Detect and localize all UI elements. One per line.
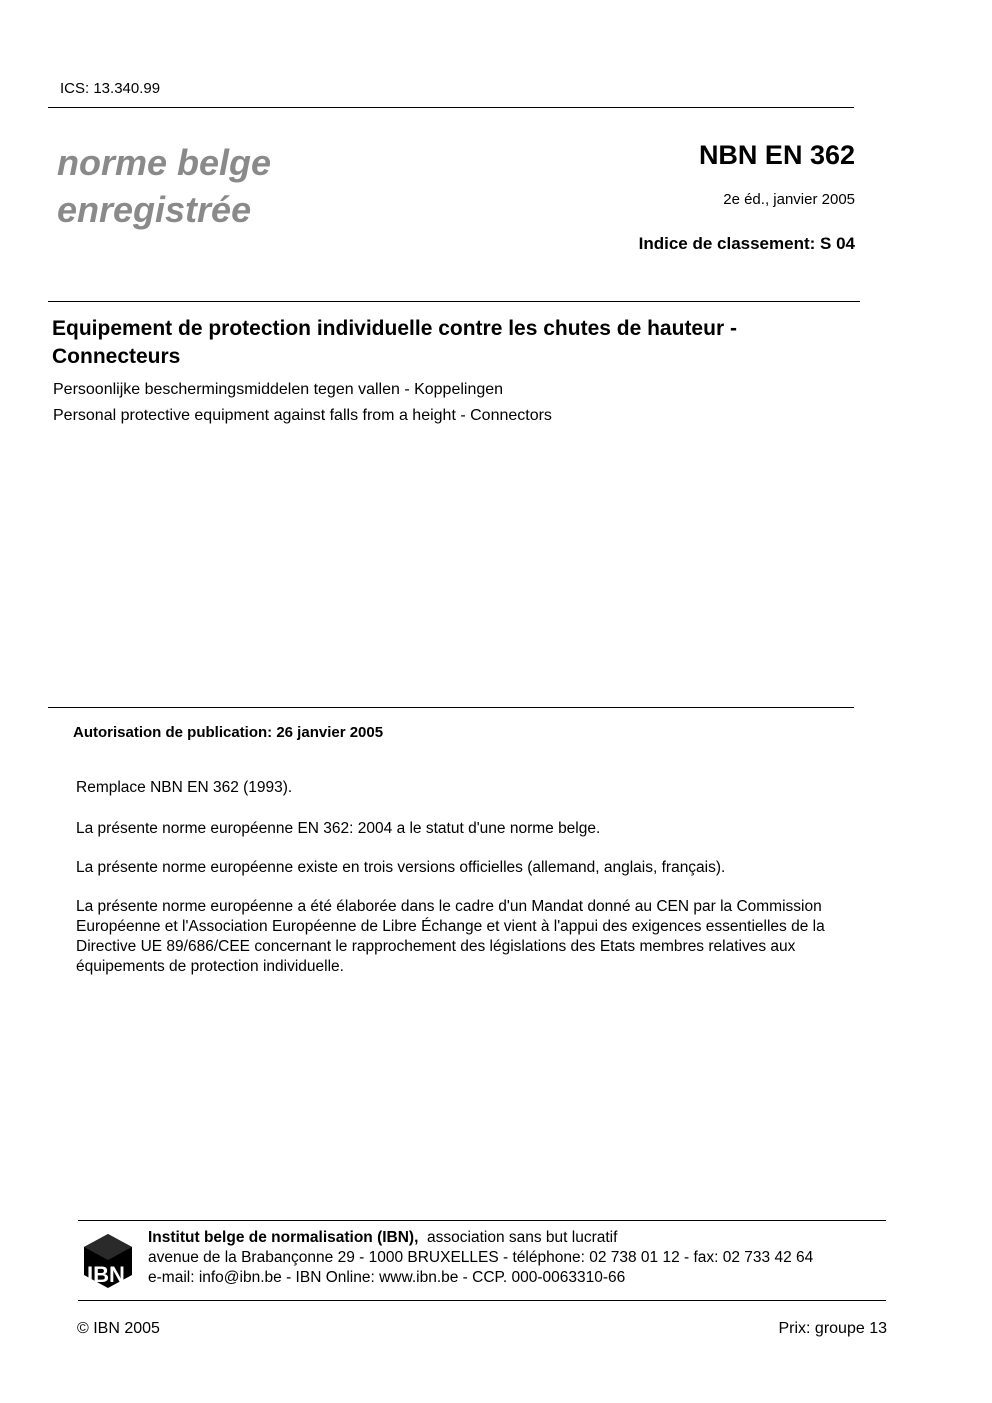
title-french-line-2: Connecteurs: [52, 345, 181, 368]
title-french-line-1: Equipement de protection individuelle contre les chutes de hauteur -: [52, 317, 737, 340]
title-divider-top: [48, 301, 860, 302]
title-divider-bottom: [48, 707, 854, 708]
brand-line-1: norme belge: [57, 142, 272, 183]
footer-organization: [148, 1228, 617, 1248]
edition-date: 2e éd., janvier 2005: [723, 191, 855, 208]
ibn-logo: [82, 1232, 134, 1290]
top-divider: [48, 107, 854, 108]
org-name: Institut belge de normalisation (IBN),: [148, 1229, 419, 1246]
title-english: Personal protective equipment against falls from a height - Connectors: [53, 407, 552, 424]
paragraph-versions: La présente norme européenne existe en trois versions officielles (allemand, anglais, français).: [76, 859, 726, 876]
title-dutch: Persoonlijke beschermingsmiddelen tegen vallen - Koppelingen: [53, 381, 504, 398]
paragraph-replaces: Remplace NBN EN 362 (1993).: [76, 779, 293, 796]
footer-divider-top: [78, 1220, 886, 1221]
ics-code: ICS: 13.340.99: [60, 80, 161, 97]
price-group: Prix: groupe 13: [778, 1320, 887, 1337]
brand-line-2: enregistrée: [57, 189, 252, 230]
footer-contact: e-mail: info@ibn.be - IBN Online: www.ibn.be - CCP. 000-0063310-66: [148, 1269, 626, 1286]
copyright: © IBN 2005: [77, 1320, 160, 1337]
publication-authorization: Autorisation de publication: 26 janvier 2005: [73, 724, 384, 741]
standard-reference: NBN EN 362: [698, 140, 855, 170]
org-type: association sans but lucratif: [427, 1229, 618, 1246]
footer-divider-bottom: [78, 1300, 886, 1301]
logo-letters: IBN: [87, 1262, 125, 1287]
footer-address: avenue de la Brabançonne 29 - 1000 BRUXELLES - téléphone: 02 738 01 12 - fax: 02 733 42 64: [148, 1249, 814, 1266]
paragraph-mandate: La présente norme européenne a été élaborée dans le cadre d'un Mandat donné au CEN par la Commission Européenne et l'Association Européenne de Libre Échange et vient à l'appui des exigences essentielles de la Directive UE 89/686/CEE concernant le rapprochement des législations des Etats membres relatives aux équipements de protection individuelle.: [76, 898, 825, 975]
title-french: [52, 315, 852, 371]
paragraph-status: La présente norme européenne EN 362: 2004 a le statut d'une norme belge.: [76, 820, 601, 837]
classification-index: Indice de classement: S 04: [638, 234, 855, 253]
